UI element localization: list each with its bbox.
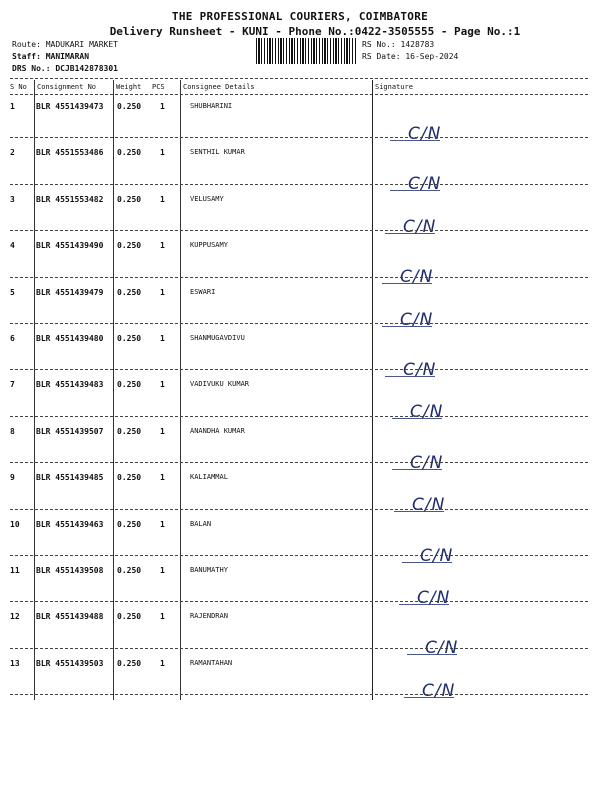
row-divider (10, 369, 588, 370)
row-sno: 13 (10, 658, 20, 668)
column-divider (372, 80, 373, 700)
row-signature: C/N (410, 452, 444, 473)
row-consignment-no: BLR 4551439483 (36, 380, 104, 390)
row-sno: 4 (10, 241, 15, 251)
signature-stroke (402, 562, 452, 563)
drs-number: DRS No.: DCJB142878301 (12, 64, 118, 73)
row-consignment-no: BLR 4551553486 (36, 148, 104, 158)
row-pcs: 1 (160, 287, 165, 297)
row-consignment-no: BLR 4551439488 (36, 612, 104, 622)
row-divider (10, 416, 588, 417)
signature-stroke (390, 140, 440, 141)
row-signature: C/N (410, 402, 444, 423)
company-title: THE PROFESSIONAL COURIERS, COIMBATORE (171, 10, 429, 23)
row-consignee: KALIAMMAL (190, 473, 228, 482)
signature-stroke (404, 697, 454, 698)
row-sno: 9 (10, 473, 15, 483)
row-divider (10, 277, 588, 278)
signature-stroke (392, 418, 442, 419)
row-divider (10, 137, 588, 138)
row-pcs: 1 (160, 102, 165, 111)
row-weight: 0.250 (117, 612, 142, 622)
row-signature: C/N (422, 680, 456, 701)
row-sno: 6 (10, 334, 15, 343)
row-consignee: BANUMATHY (190, 566, 228, 574)
row-weight: 0.250 (117, 473, 142, 483)
row-divider (10, 462, 588, 463)
row-weight: 0.250 (117, 194, 142, 204)
row-consignee: ESWARI (190, 287, 216, 296)
row-consignee: VELUSAMY (190, 194, 224, 203)
col-header-weight: Weight (116, 83, 142, 91)
row-sno: 1 (10, 102, 15, 111)
row-consignment-no: BLR 4551439480 (36, 334, 104, 343)
column-divider (113, 80, 114, 700)
column-divider (34, 80, 35, 700)
route-label: Route: MADUKARI MARKET (12, 40, 118, 49)
row-consignment-no: BLR 4551439490 (36, 241, 104, 251)
row-pcs: 1 (160, 194, 165, 204)
header-bottom-rule (10, 94, 588, 95)
col-header-consignee: Consignee Details (183, 83, 255, 91)
row-sno: 2 (10, 148, 15, 158)
row-sno: 11 (10, 566, 20, 575)
row-divider (10, 555, 588, 556)
row-weight: 0.250 (117, 380, 142, 390)
row-signature: C/N (400, 267, 434, 288)
row-divider (10, 601, 588, 602)
row-consignee: KUPPUSAMY (190, 241, 228, 250)
row-signature: C/N (425, 638, 459, 659)
row-consignment-no: BLR 4551439463 (36, 519, 104, 529)
row-weight: 0.250 (117, 148, 142, 158)
row-sno: 7 (10, 380, 15, 390)
row-consignment-no: BLR 4551439485 (36, 473, 104, 483)
signature-stroke (382, 326, 432, 327)
row-weight: 0.250 (117, 287, 142, 297)
row-pcs: 1 (160, 148, 165, 158)
row-consignee: SENTHIL KUMAR (190, 148, 245, 157)
signature-stroke (392, 469, 442, 470)
row-divider (10, 694, 588, 695)
row-sno: 5 (10, 287, 15, 297)
row-weight: 0.250 (117, 566, 142, 575)
rs-number: RS No.: 1428783 (362, 40, 435, 49)
header-top-rule (10, 78, 588, 79)
row-consignment-no: BLR 4551439479 (36, 287, 104, 297)
row-weight: 0.250 (117, 426, 142, 436)
signature-stroke (382, 283, 432, 284)
row-sno: 12 (10, 612, 20, 622)
row-divider (10, 184, 588, 185)
row-consignment-no: BLR 4551439473 (36, 102, 104, 111)
row-weight: 0.250 (117, 102, 142, 111)
barcode (256, 38, 356, 64)
row-signature: C/N (403, 360, 437, 380)
row-pcs: 1 (160, 519, 165, 529)
row-signature: C/N (408, 124, 442, 144)
row-pcs: 1 (160, 658, 165, 668)
row-signature: C/N (412, 495, 446, 516)
row-consignee: RAMANTAHAN (190, 658, 233, 667)
row-pcs: 1 (160, 380, 165, 390)
signature-stroke (390, 190, 440, 191)
row-divider (10, 648, 588, 649)
row-pcs: 1 (160, 612, 165, 622)
row-weight: 0.250 (117, 658, 142, 668)
col-header-pcs: PCS (152, 83, 165, 91)
row-consignee: VADIVUKU KUMAR (190, 380, 250, 389)
signature-stroke (385, 376, 435, 377)
signature-stroke (407, 654, 457, 655)
row-consignee: RAJENDRAN (190, 612, 228, 621)
row-consignment-no: BLR 4551439508 (36, 566, 104, 575)
row-sno: 8 (10, 426, 15, 436)
row-sno: 3 (10, 194, 15, 204)
row-pcs: 1 (160, 334, 165, 343)
row-pcs: 1 (160, 566, 165, 575)
runsheet-title: Delivery Runsheet - KUNI - Phone No.:0422-3505555 - Page No.:1 (109, 25, 521, 38)
row-divider (10, 230, 588, 231)
row-pcs: 1 (160, 241, 165, 251)
signature-stroke (385, 233, 435, 234)
rs-date: RS Date: 16-Sep-2024 (362, 52, 459, 61)
col-header-signature: Signature (375, 83, 413, 91)
row-signature: C/N (400, 309, 434, 330)
staff-label: Staff: MANIMARAN (12, 52, 90, 61)
row-weight: 0.250 (117, 334, 142, 343)
row-pcs: 1 (160, 426, 165, 436)
row-weight: 0.250 (117, 519, 142, 529)
signature-stroke (394, 511, 444, 512)
row-consignment-no: BLR 4551439507 (36, 426, 104, 436)
row-signature: C/N (408, 174, 442, 195)
row-signature: C/N (420, 545, 454, 566)
row-divider (10, 323, 588, 324)
row-consignment-no: BLR 4551439503 (36, 658, 104, 668)
row-consignment-no: BLR 4551553482 (36, 194, 104, 204)
row-signature: C/N (417, 588, 451, 608)
column-divider (180, 80, 181, 700)
row-sno: 10 (10, 519, 20, 529)
row-consignee: SHANMUGAVDIVU (190, 334, 245, 342)
row-signature: C/N (403, 216, 437, 237)
row-pcs: 1 (160, 473, 165, 483)
row-divider (10, 509, 588, 510)
col-header-consignment: Consignment No (37, 83, 97, 91)
row-consignee: BALAN (190, 519, 212, 528)
row-consignee: SHUBHARINI (190, 102, 233, 110)
row-consignee: ANANDHA KUMAR (190, 426, 245, 435)
col-header-sno: S No (10, 83, 27, 91)
signature-stroke (399, 604, 449, 605)
row-weight: 0.250 (117, 241, 142, 251)
